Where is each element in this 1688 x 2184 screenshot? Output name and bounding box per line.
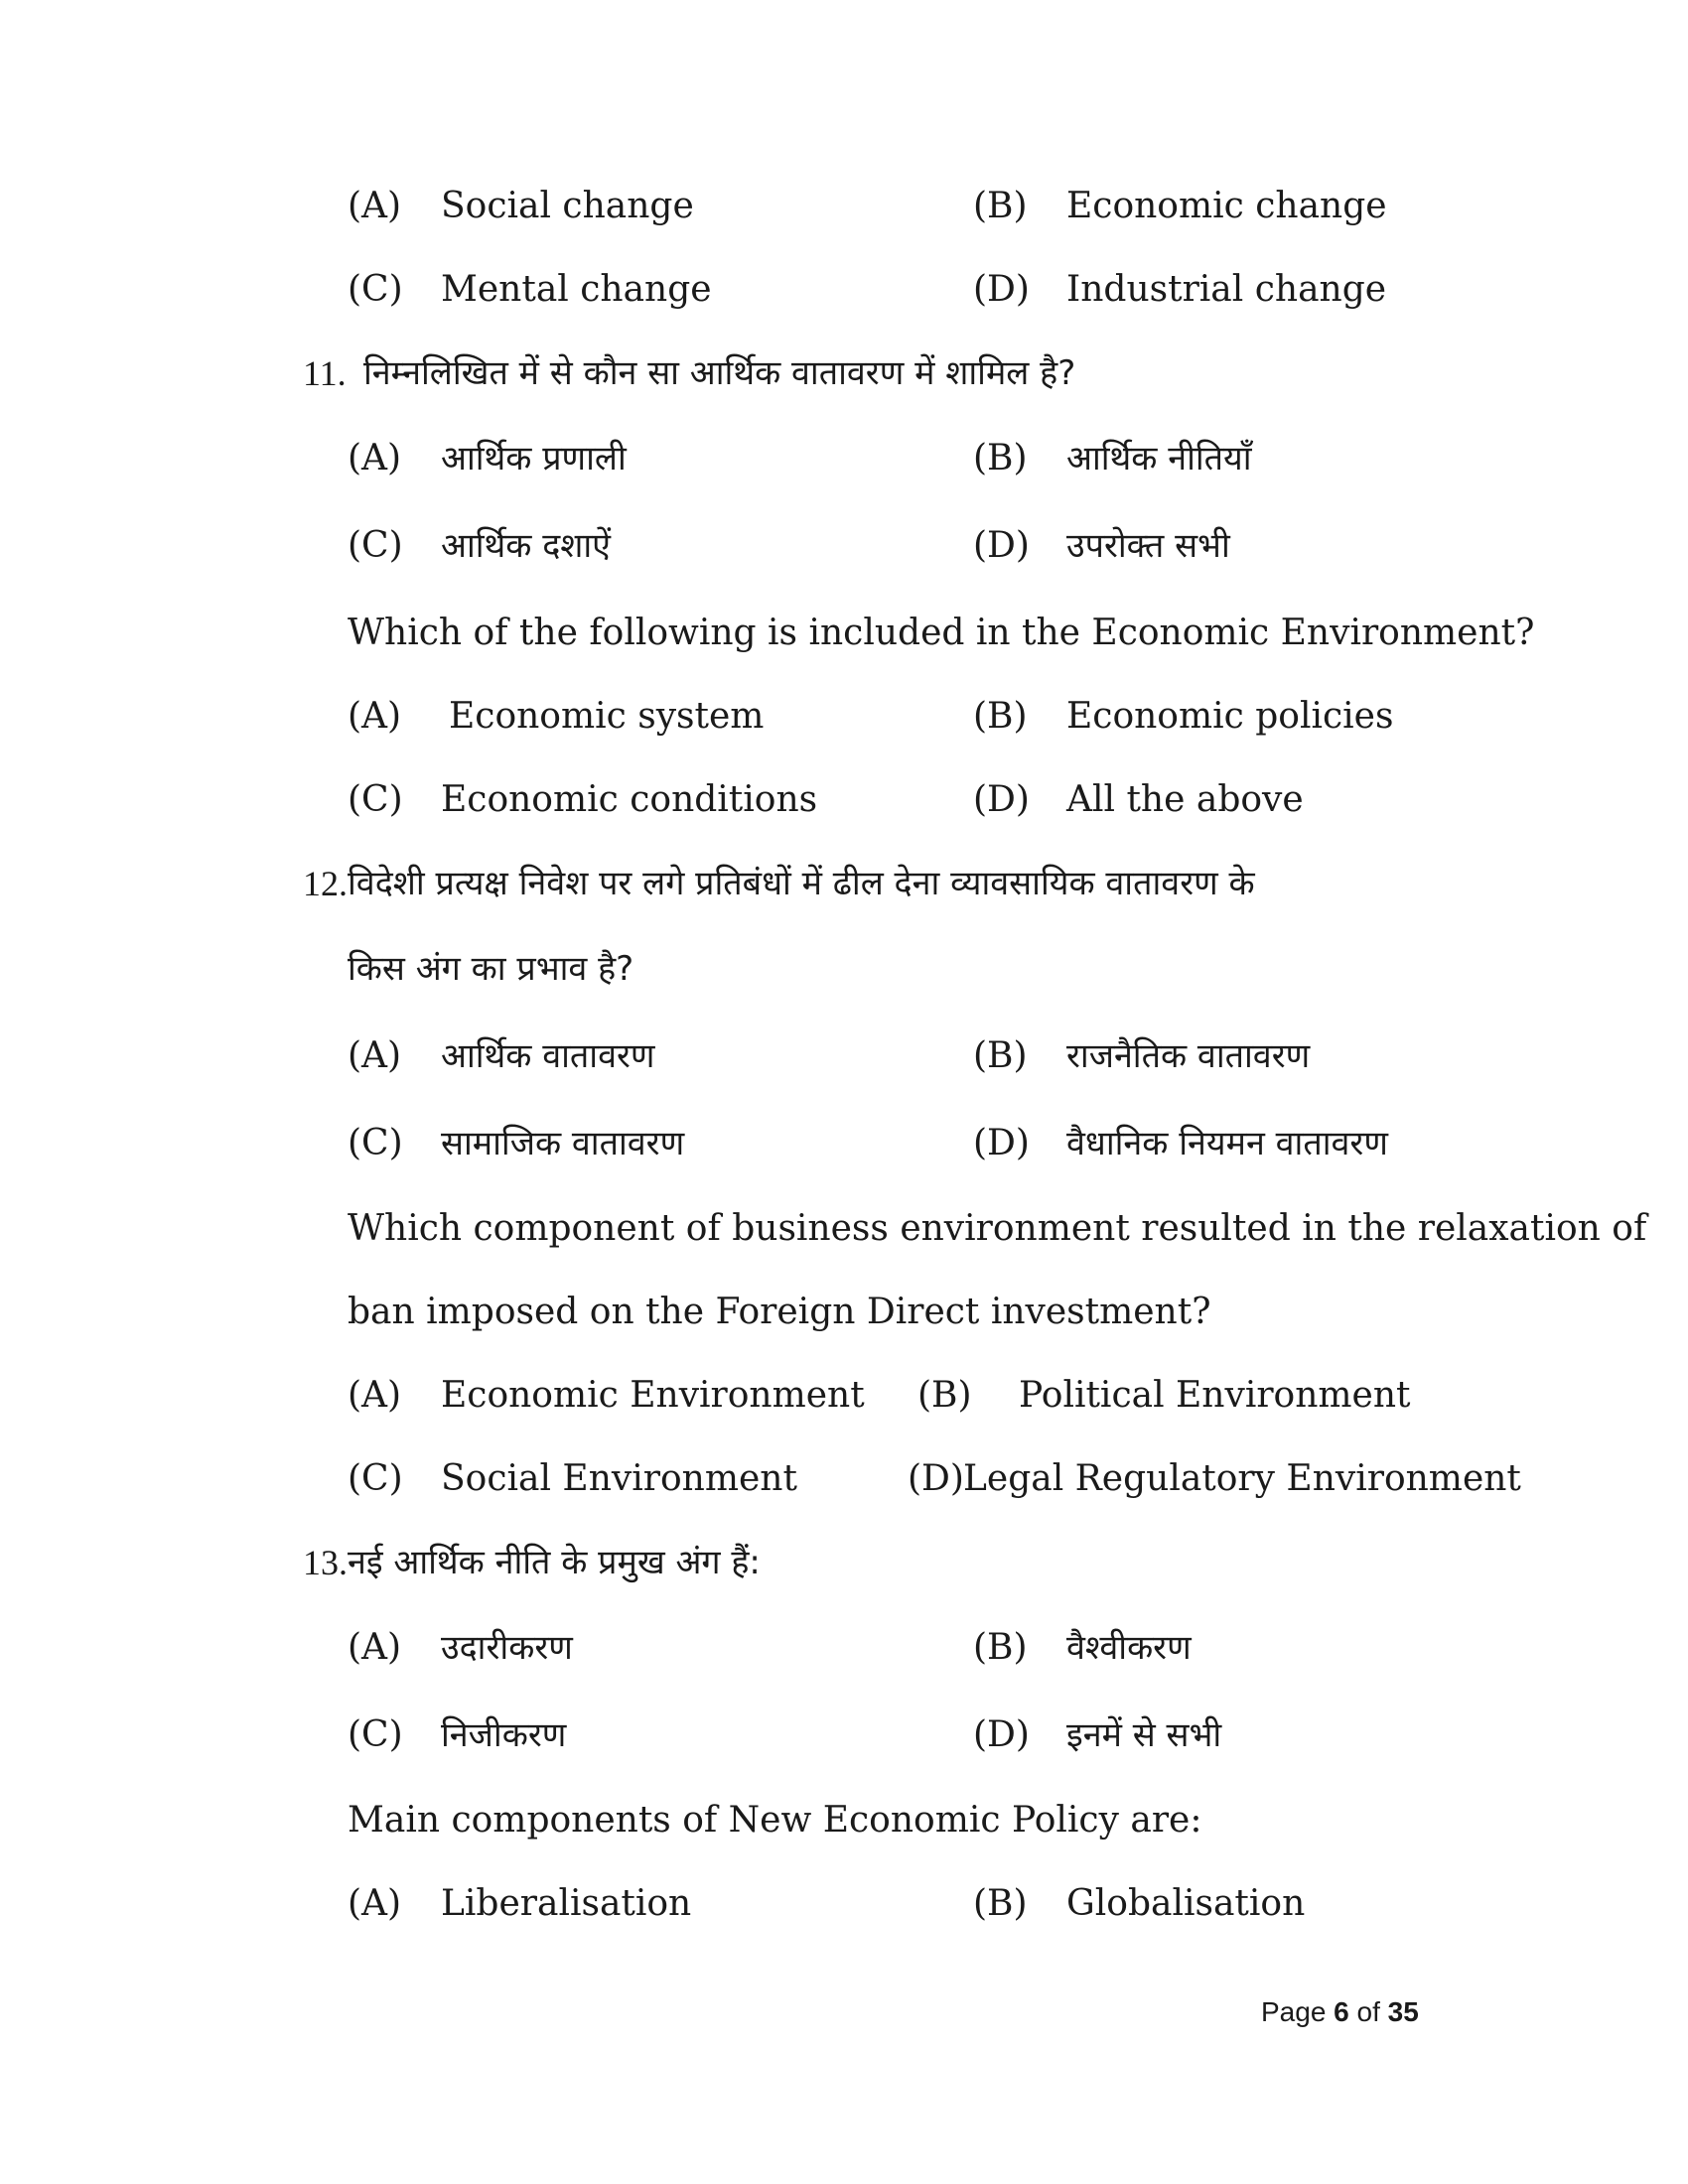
q11-en-option-a-text: Economic system	[449, 696, 765, 737]
q12-en-option-b-label: (B)	[917, 1375, 972, 1416]
q11-hi-option-c-label: (C)	[348, 525, 403, 566]
q13-en-option-b-text: Globalisation	[1066, 1883, 1306, 1924]
q12-hi-option-b-text: राजनैतिक वातावरण	[1066, 1036, 1311, 1076]
q12-en-option-d-label: (D)	[908, 1458, 964, 1499]
q12-hi-option-d-label: (D)	[973, 1123, 1030, 1163]
q11-hi-option-a-text: आर्थिक प्रणाली	[441, 439, 627, 478]
q12-question-english-line1: Which component of business environment resulted in the relaxation of	[348, 1208, 1647, 1249]
q12-number: 12.	[303, 864, 348, 903]
q13-en-option-a-label: (A)	[348, 1883, 402, 1924]
q12-en-option-b-text: Political Environment	[1019, 1375, 1411, 1416]
q13-hi-option-d-text: इनमें से सभी	[1066, 1715, 1222, 1755]
q10-option-d-text: Industrial change	[1066, 269, 1387, 310]
q13-hi-option-b-label: (B)	[973, 1627, 1028, 1668]
q11-hi-option-b-text: आर्थिक नीतियाँ	[1066, 439, 1252, 478]
q13-number: 13.	[303, 1543, 348, 1582]
page-footer	[1261, 1995, 1419, 2029]
q10-option-b-label: (B)	[973, 186, 1028, 226]
q12-question-hindi-line1: विदेशी प्रत्यक्ष निवेश पर लगे प्रतिबंधों में ढील देना व्यावसायिक वातावरण के	[348, 864, 1255, 903]
q11-hi-option-a-label: (A)	[348, 438, 402, 478]
q11-en-option-c-label: (C)	[348, 779, 403, 820]
q12-question-english-line2: ban imposed on the Foreign Direct investment?	[348, 1292, 1211, 1332]
q10-option-a-text: Social change	[441, 186, 694, 226]
q13-en-option-a-text: Liberalisation	[441, 1883, 692, 1924]
q13-hi-option-d-label: (D)	[973, 1714, 1030, 1755]
q12-hi-option-a-text: आर्थिक वातावरण	[441, 1036, 655, 1076]
q11-en-option-b-label: (B)	[973, 696, 1028, 737]
q11-number: 11.	[303, 353, 347, 393]
q11-en-option-c-text: Economic conditions	[441, 779, 818, 820]
q13-en-option-b-label: (B)	[973, 1883, 1028, 1924]
q11-hi-option-b-label: (B)	[973, 438, 1028, 478]
q12-question-hindi-line2: किस अंग का प्रभाव है?	[348, 949, 634, 989]
q12-en-option-a-text: Economic Environment	[441, 1375, 865, 1416]
q13-hi-option-a-text: उदारीकरण	[441, 1628, 573, 1668]
q12-en-option-d-text: Legal Regulatory Environment	[963, 1458, 1521, 1499]
q12-en-option-a-label: (A)	[348, 1375, 402, 1416]
q10-option-a-label: (A)	[348, 186, 402, 226]
q13-hi-option-c-label: (C)	[348, 1714, 403, 1755]
q12-hi-option-c-text: सामाजिक वातावरण	[441, 1124, 685, 1163]
q12-hi-option-a-label: (A)	[348, 1035, 402, 1076]
q12-hi-option-b-label: (B)	[973, 1035, 1028, 1076]
q11-question-hindi: निम्नलिखित में से कौन सा आर्थिक वातावरण में शामिल है?	[363, 353, 1076, 393]
q10-option-c-text: Mental change	[441, 269, 712, 310]
q13-question-hindi: नई आर्थिक नीति के प्रमुख अंग हैं:	[348, 1543, 761, 1582]
q12-en-option-c-label: (C)	[348, 1458, 403, 1499]
q13-question-english: Main components of New Economic Policy are:	[348, 1800, 1202, 1841]
q13-hi-option-a-label: (A)	[348, 1627, 402, 1668]
q12-hi-option-d-text: वैधानिक नियमन वातावरण	[1066, 1124, 1388, 1163]
q10-option-b-text: Economic change	[1066, 186, 1387, 226]
q11-en-option-a-label: (A)	[348, 696, 402, 737]
q11-hi-option-c-text: आर्थिक दशाऐं	[441, 526, 611, 566]
q11-en-option-b-text: Economic policies	[1066, 696, 1394, 737]
q11-en-option-d-text: All the above	[1066, 779, 1304, 820]
q13-hi-option-b-text: वैश्वीकरण	[1066, 1628, 1192, 1668]
q11-hi-option-d-label: (D)	[973, 525, 1030, 566]
footer-prefix: Page	[1261, 1996, 1335, 2027]
footer-current-page: 6	[1334, 1996, 1349, 2027]
q10-option-d-label: (D)	[973, 269, 1030, 310]
q10-option-c-label: (C)	[348, 269, 403, 310]
footer-middle: of	[1348, 1996, 1388, 2027]
footer-total-pages: 35	[1387, 1996, 1419, 2027]
q11-hi-option-d-text: उपरोक्त सभी	[1066, 526, 1230, 566]
q11-question-english: Which of the following is included in the Economic Environment?	[348, 613, 1535, 653]
q13-hi-option-c-text: निजीकरण	[441, 1715, 567, 1755]
q12-en-option-c-text: Social Environment	[441, 1458, 797, 1499]
q12-hi-option-c-label: (C)	[348, 1123, 403, 1163]
q11-en-option-d-label: (D)	[973, 779, 1030, 820]
